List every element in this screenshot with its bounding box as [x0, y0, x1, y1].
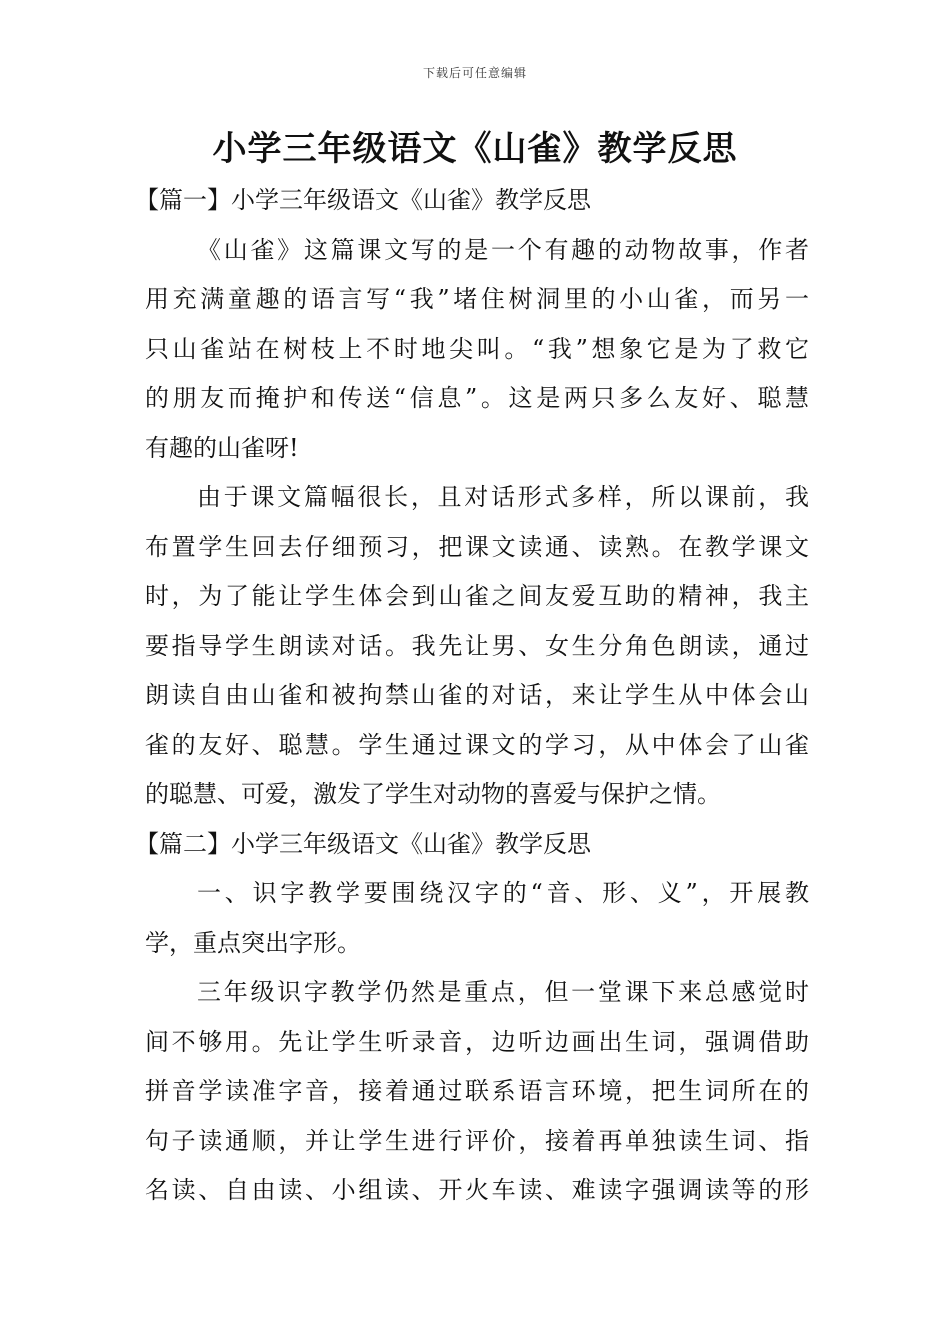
paragraph-line: 用充满童趣的语言写“我”堵住树洞里的小山雀，而另一: [145, 285, 809, 313]
paragraph-line: 只山雀站在树枝上不时地尖叫。“我”想象它是为了救它: [145, 334, 809, 363]
paragraph-line: 时，为了能让学生体会到山雀之间友爱互助的精神，我主: [145, 582, 809, 610]
paragraph-line: 一、识字教学要围绕汉字的“音、形、义”，开展教: [197, 879, 809, 907]
paragraph-line: 《山雀》这篇课文写的是一个有趣的动物故事，作者: [197, 235, 809, 264]
paragraph-line: 句子读通顺，并让学生进行评价，接着再单独读生词、指: [145, 1126, 809, 1155]
paragraph-line: 的朋友而掩护和传送“信息”。这是两只多么友好、聪慧: [145, 384, 809, 412]
paragraph-line: 拼音学读准字音，接着通过联系语言环境，把生词所在的: [145, 1077, 809, 1105]
document-title: 小学三年级语文《山雀》教学反思: [212, 129, 738, 169]
paragraph-line: 的聪慧、可爱，激发了学生对动物的喜爱与保护之情。: [145, 780, 721, 808]
paragraph-line: 由于课文篇幅很长，且对话形式多样，所以课前，我: [197, 483, 809, 511]
section-heading: 【篇一】小学三年级语文《山雀》教学反思: [135, 186, 591, 214]
header-note: 下载后可任意编辑: [422, 66, 527, 80]
paragraph-line: 间不够用。先让学生听录音，边听边画出生词，强调借助: [145, 1027, 809, 1056]
paragraph-line: 名读、自由读、小组读、开火车读、难读字强调读等的形: [145, 1176, 809, 1204]
paragraph-line: 有趣的山雀呀!: [145, 433, 299, 462]
document-body: [135, 176, 809, 1216]
paragraph-line: 要指导学生朗读对话。我先让男、女生分角色朗读，通过: [145, 631, 809, 660]
paragraph-line: 布置学生回去仔细预习，把课文读通、读熟。在教学课文: [145, 532, 809, 561]
paragraph-line: 雀的友好、聪慧。学生通过课文的学习，从中体会了山雀: [145, 730, 809, 759]
paragraph-line: 朗读自由山雀和被拘禁山雀的对话，来让学生从中体会山: [145, 681, 809, 709]
section-heading: 【篇二】小学三年级语文《山雀》教学反思: [135, 829, 591, 858]
paragraph-line: 三年级识字教学仍然是重点，但一堂课下来总感觉时: [197, 978, 809, 1006]
paragraph-line: 学，重点突出字形。: [145, 928, 361, 957]
